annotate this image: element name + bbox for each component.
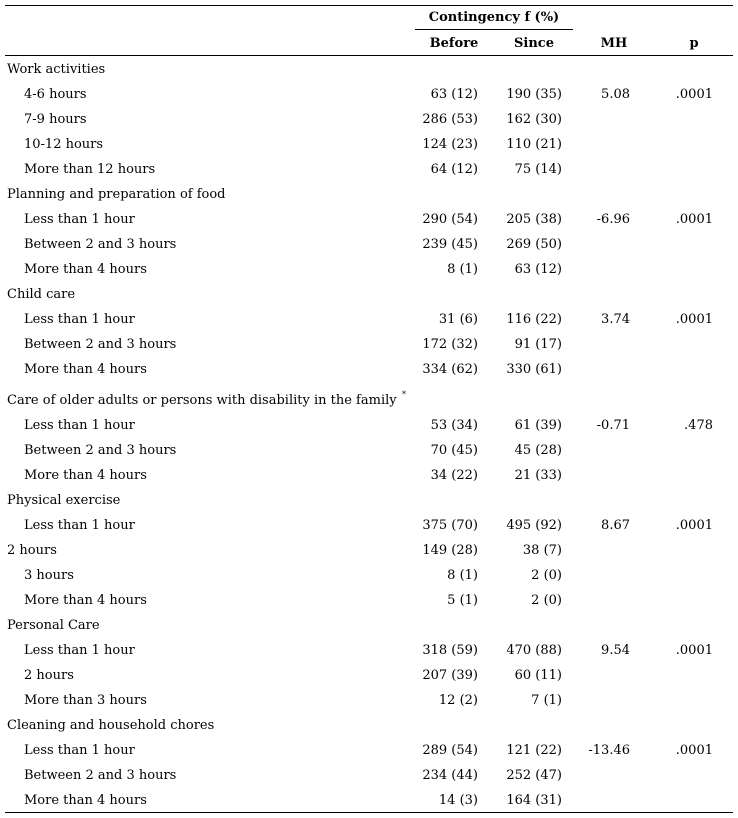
row-label: 2 hours [24,668,74,683]
cell-since: 330 (61) [506,362,562,377]
cell-before: 53 (34) [430,418,478,433]
cell-since: 495 (92) [506,518,562,533]
header-before: Before [429,36,479,51]
cell-since: 2 (0) [531,568,562,583]
cell-since: 162 (30) [506,112,562,127]
row-label: Less than 1 hour [24,743,135,758]
cell-before: 375 (70) [422,518,478,533]
cell-before: 64 (12) [430,162,478,177]
cell-before: 334 (62) [422,362,478,377]
cell-mh: -13.46 [588,743,630,758]
row-label: 10-12 hours [24,137,104,152]
cell-mh: 3.74 [601,312,630,327]
cell-since: 21 (33) [514,468,562,483]
header-p: p [689,36,699,51]
row-label: Between 2 and 3 hours [24,443,177,458]
cell-before: 286 (53) [422,112,478,127]
cell-p: .0001 [675,518,713,533]
cell-before: 8 (1) [447,568,478,583]
cell-before: 239 (45) [422,237,478,252]
cell-p: .0001 [675,212,713,227]
cell-mh: 9.54 [601,643,630,658]
row-label: Less than 1 hour [24,312,135,327]
cell-before: 172 (32) [422,337,478,352]
row-label: 4-6 hours [24,87,87,102]
row-label: More than 3 hours [24,693,147,708]
cell-before: 12 (2) [438,693,478,708]
cell-since: 2 (0) [531,593,562,608]
cell-mh: 5.08 [601,87,630,102]
header-since: Since [514,36,554,51]
cell-since: 61 (39) [514,418,562,433]
row-label: More than 4 hours [24,468,147,483]
cell-before: 5 (1) [447,593,478,608]
group-rule [415,29,573,30]
cell-since: 121 (22) [506,743,562,758]
row-label: More than 4 hours [24,362,147,377]
row-label: Less than 1 hour [24,643,135,658]
row-label: Between 2 and 3 hours [24,337,177,352]
cell-before: 124 (23) [422,137,478,152]
cell-since: 470 (88) [506,643,562,658]
cell-before: 8 (1) [447,262,478,277]
footnote-marker: * [402,390,406,399]
cell-before: 234 (44) [422,768,478,783]
cell-since: 7 (1) [531,693,562,708]
cell-before: 290 (54) [422,212,478,227]
section-label: Personal Care [7,618,100,633]
cell-since: 38 (7) [522,543,562,558]
cell-mh: 8.67 [601,518,630,533]
header-rule [5,55,733,56]
row-label: Less than 1 hour [24,212,135,227]
cell-p: .0001 [675,643,713,658]
cell-since: 116 (22) [506,312,562,327]
row-label: Between 2 and 3 hours [24,768,177,783]
section-label: Care of older adults or persons with disability in the family [7,393,397,408]
cell-before: 207 (39) [422,668,478,683]
cell-before: 14 (3) [438,793,478,808]
section-label: Work activities [7,62,106,77]
row-label: More than 4 hours [24,793,147,808]
section-label: Child care [7,287,76,302]
section-label: Cleaning and household chores [7,718,215,733]
cell-p: .0001 [675,87,713,102]
cell-since: 252 (47) [506,768,562,783]
cell-since: 91 (17) [514,337,562,352]
cell-before: 34 (22) [430,468,478,483]
cell-since: 63 (12) [514,262,562,277]
cell-before: 70 (45) [430,443,478,458]
section-label: Planning and preparation of food [7,187,226,202]
cell-before: 31 (6) [438,312,478,327]
cell-since: 205 (38) [506,212,562,227]
row-label: Between 2 and 3 hours [24,237,177,252]
row-label: 3 hours [24,568,74,583]
cell-before: 63 (12) [430,87,478,102]
header-contingency: Contingency f (%) [428,10,560,25]
cell-since: 60 (11) [514,668,562,683]
cell-since: 110 (21) [506,137,562,152]
row-label: More than 12 hours [24,162,156,177]
section-label: Physical exercise [7,493,121,508]
cell-p: .0001 [675,743,713,758]
row-label: More than 4 hours [24,262,147,277]
cell-since: 269 (50) [506,237,562,252]
cell-before: 318 (59) [422,643,478,658]
row-label: More than 4 hours [24,593,147,608]
row-label: Less than 1 hour [24,518,135,533]
cell-since: 45 (28) [514,443,562,458]
row-label: 7-9 hours [24,112,87,127]
cell-p: .0001 [675,312,713,327]
cell-p: .478 [684,418,713,433]
row-label: Less than 1 hour [24,418,135,433]
header-mh: MH [600,36,628,51]
cell-before: 149 (28) [422,543,478,558]
cell-mh: -0.71 [596,418,630,433]
cell-mh: -6.96 [596,212,630,227]
cell-since: 75 (14) [514,162,562,177]
cell-since: 164 (31) [506,793,562,808]
section-label: 2 hours [7,543,57,558]
top-rule [5,5,733,6]
cell-since: 190 (35) [506,87,562,102]
cell-before: 289 (54) [422,743,478,758]
bottom-rule [5,812,733,813]
